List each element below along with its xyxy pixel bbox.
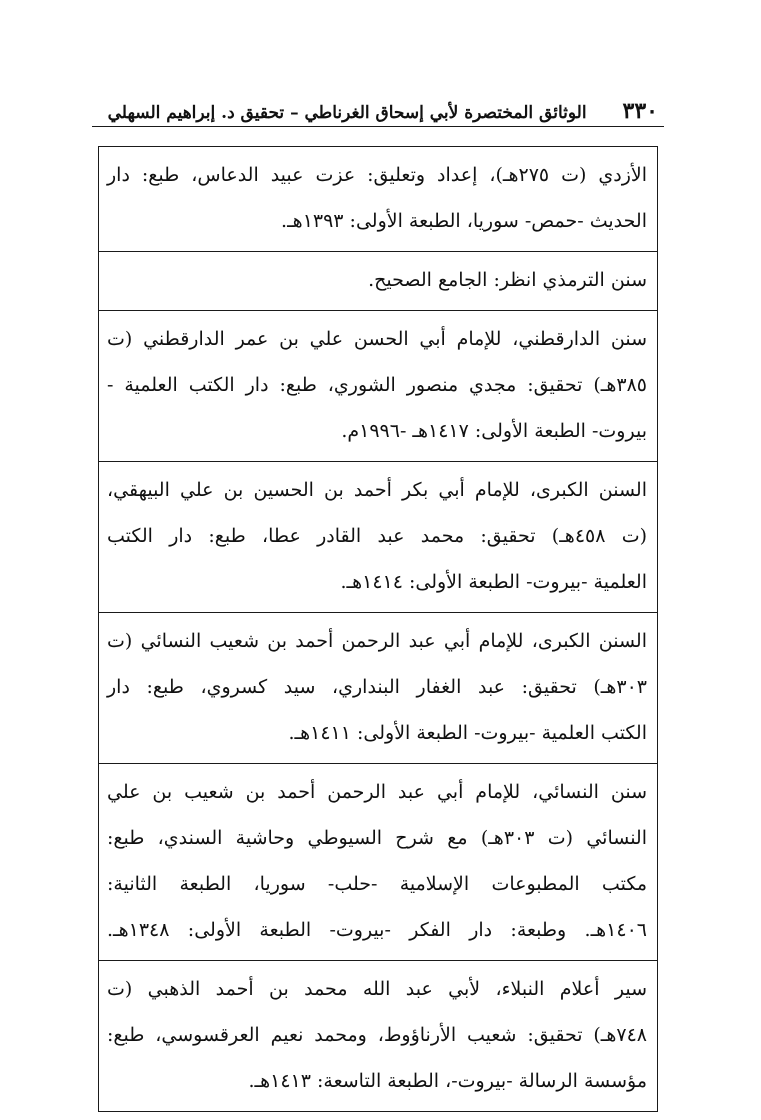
bibliography-entry	[99, 311, 657, 462]
entry-line: بيروت- الطبعة الأولى: ١٤١٧هـ -١٩٩٦م.	[341, 420, 647, 442]
entry-line: العلمية -بيروت- الطبعة الأولى: ١٤١٤هـ.	[340, 571, 647, 593]
entry-line: ٣٨٥هـ) تحقيق: مجدي منصور الشوري، طبع: دار الكتب العلمية -	[107, 374, 647, 396]
bibliography-entry	[99, 252, 657, 311]
entry-line: النسائي (ت ٣٠٣هـ) مع شرح السيوطي وحاشية السندي، طبع:	[107, 827, 647, 849]
entry-line: الكتب العلمية -بيروت- الطبعة الأولى: ١٤١١هـ.	[288, 722, 647, 744]
running-title: الوثائق المختصرة لأبي إسحاق الغرناطي – تحقيق د. إبراهيم السهلي	[107, 103, 587, 123]
entry-line: سير أعلام النبلاء، لأبي عبد الله محمد بن أحمد الذهبي (ت	[107, 978, 647, 1000]
entry-line: ٧٤٨هـ) تحقيق: شعيب الأرناؤوط، ومحمد نعيم العرقسوسي، طبع:	[107, 1024, 647, 1046]
entry-line: ٣٠٣هـ) تحقيق: عبد الغفار البنداري، سيد كسروي، طبع: دار	[107, 676, 647, 698]
entry-line: (ت ٤٥٨هـ) تحقيق: محمد عبد القادر عطا، طبع: دار الكتب	[107, 525, 647, 547]
page-number: ٣٣٠	[622, 98, 658, 124]
entry-line: ١٤٠٦هـ. وطبعة: دار الفكر -بيروت- الطبعة الأولى: ١٣٤٨هـ.	[107, 919, 647, 941]
entry-line: سنن النسائي، للإمام أبي عبد الرحمن أحمد بن شعيب بن علي	[107, 781, 647, 803]
entry-line: مؤسسة الرسالة -بيروت-، الطبعة التاسعة: ١٤١٣هـ.	[248, 1070, 647, 1092]
page-header	[98, 82, 658, 122]
entry-line: الحديث -حمص- سوريا، الطبعة الأولى: ١٣٩٣هـ.	[281, 210, 647, 232]
bibliography-entry	[99, 462, 657, 613]
entry-line: سنن الترمذي انظر: الجامع الصحيح.	[368, 269, 647, 291]
entry-line: الأزدي (ت ٢٧٥هـ)، إعداد وتعليق: عزت عبيد الدعاس، طبع: دار	[107, 164, 647, 186]
bibliography-table	[98, 146, 658, 1112]
entry-line: سنن الدارقطني، للإمام أبي الحسن علي بن عمر الدارقطني (ت	[107, 328, 647, 350]
entry-line: السنن الكبرى، للإمام أبي بكر أحمد بن الحسين بن علي البيهقي،	[107, 479, 647, 501]
entry-line: السنن الكبرى، للإمام أبي عبد الرحمن أحمد بن شعيب النسائي (ت	[107, 630, 647, 652]
bibliography-entry	[99, 613, 657, 764]
bibliography-entry	[99, 147, 657, 252]
header-rule	[92, 126, 664, 127]
bibliography-entry	[99, 764, 657, 961]
bibliography-entry	[99, 961, 657, 1111]
entry-line: مكتب المطبوعات الإسلامية -حلب- سوريا، الطبعة الثانية:	[107, 873, 647, 895]
